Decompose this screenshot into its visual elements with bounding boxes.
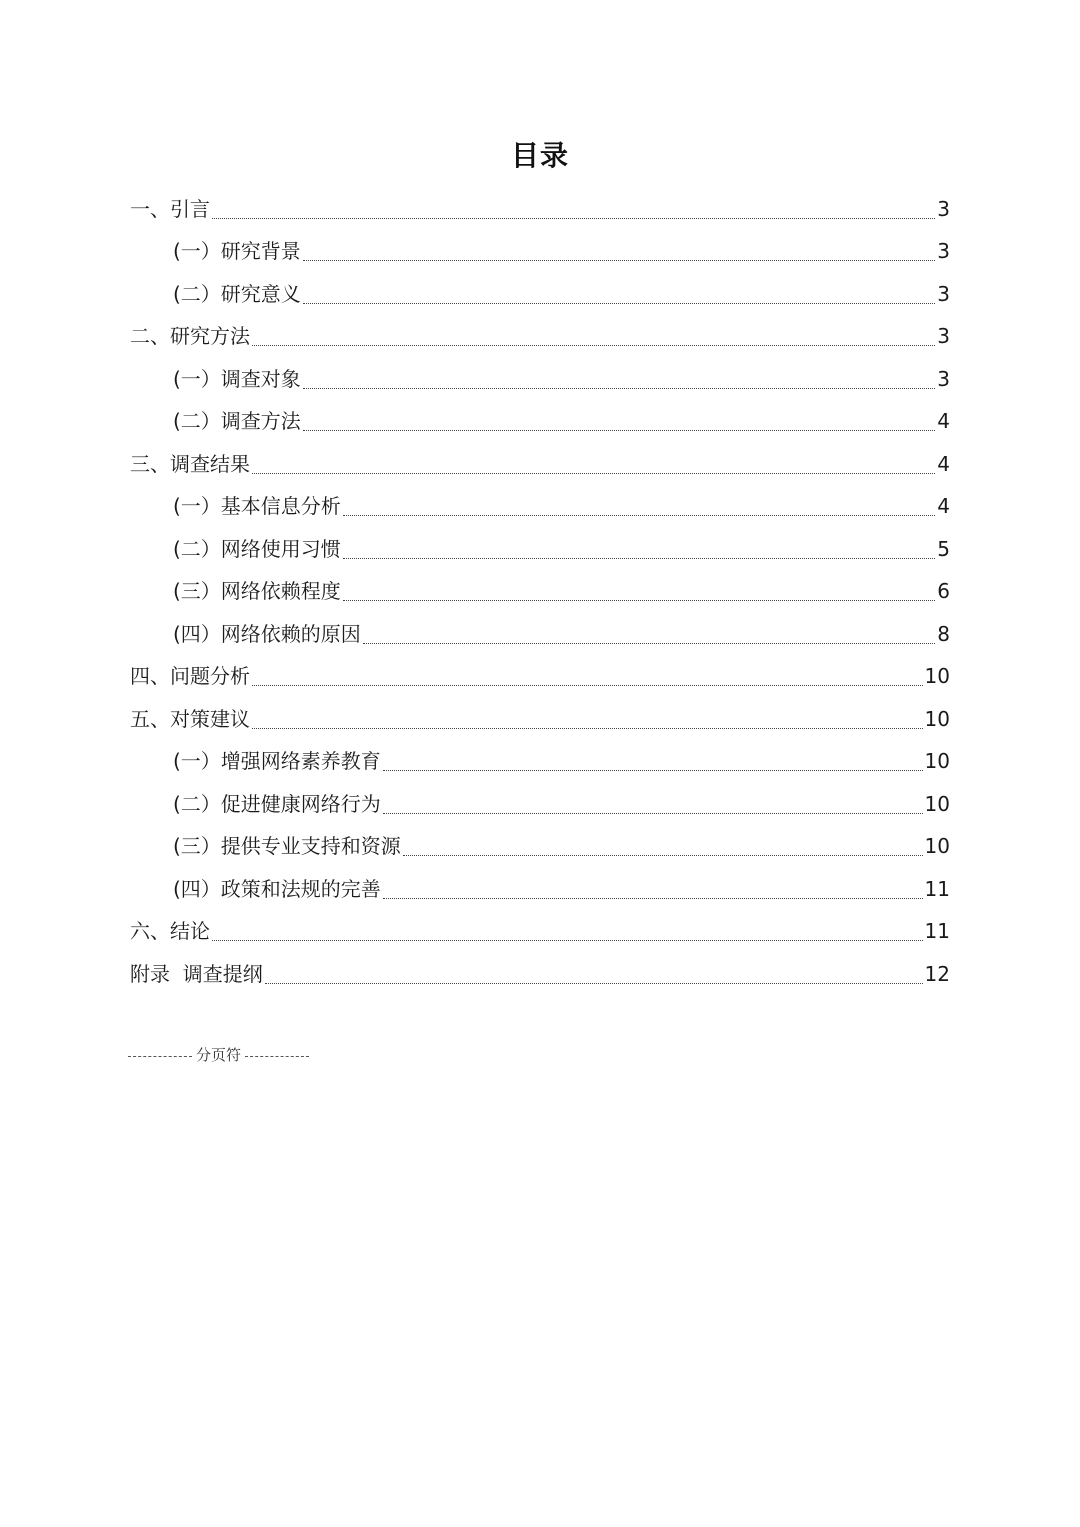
toc-page-number: 4 xyxy=(937,451,950,476)
toc-dot-leader xyxy=(383,770,923,771)
toc-entry-label: (三）提供专业支持和资源 xyxy=(173,834,401,858)
toc-title: 目录 xyxy=(510,139,569,172)
toc-dot-leader xyxy=(265,983,923,984)
toc-entry[interactable] xyxy=(130,186,950,229)
toc-page-number: 10 xyxy=(924,664,950,688)
toc-page-number: 5 xyxy=(937,536,950,561)
toc-page-number: 12 xyxy=(924,961,950,986)
toc-page-number: 11 xyxy=(924,919,950,943)
toc-entry[interactable] xyxy=(130,314,950,357)
toc-entry[interactable] xyxy=(130,696,950,739)
toc-dot-leader xyxy=(363,643,935,644)
toc-entry-label: (二）研究意义 xyxy=(173,281,301,306)
toc-page-number: 4 xyxy=(937,409,950,433)
toc-entry-label: 六、结论 xyxy=(130,919,210,943)
toc-entry[interactable] xyxy=(130,526,950,569)
toc-page-number: 3 xyxy=(937,239,950,263)
toc-list xyxy=(130,186,950,994)
toc-entry-label: (四）网络依赖的原因 xyxy=(173,621,361,646)
toc-entry[interactable] xyxy=(130,951,950,994)
toc-entry-label: 一、引言 xyxy=(130,196,210,221)
toc-dot-leader xyxy=(252,345,935,346)
page-break-dash-left xyxy=(128,1056,192,1057)
toc-entry[interactable] xyxy=(130,484,950,527)
toc-entry[interactable] xyxy=(130,654,950,697)
toc-page-number: 10 xyxy=(924,706,950,731)
toc-page-number: 11 xyxy=(924,876,950,901)
toc-entry[interactable] xyxy=(130,441,950,484)
toc-dot-leader xyxy=(343,558,935,559)
toc-entry-label: (一）增强网络素养教育 xyxy=(173,749,381,773)
toc-page-number: 10 xyxy=(924,791,950,816)
toc-entry[interactable] xyxy=(130,909,950,952)
toc-page-number: 3 xyxy=(937,196,950,221)
toc-dot-leader xyxy=(252,473,935,474)
toc-dot-leader xyxy=(383,813,923,814)
toc-entry-label: (四）政策和法规的完善 xyxy=(173,876,381,901)
page-break-dash-right xyxy=(245,1056,309,1057)
toc-entry[interactable] xyxy=(130,356,950,399)
toc-entry[interactable] xyxy=(130,866,950,909)
toc-dot-leader xyxy=(303,260,935,261)
toc-dot-leader xyxy=(403,855,923,856)
toc-page-number: 3 xyxy=(937,281,950,306)
toc-entry-label: 三、调查结果 xyxy=(130,451,250,476)
toc-entry-label: (二）调查方法 xyxy=(173,409,301,433)
toc-entry[interactable] xyxy=(130,611,950,654)
toc-entry-label: 四、问题分析 xyxy=(130,664,250,688)
toc-page-number: 4 xyxy=(937,494,950,518)
toc-dot-leader xyxy=(383,898,923,899)
toc-entry-label: 附录 调查提纲 xyxy=(130,961,263,986)
toc-page-number: 10 xyxy=(924,749,950,773)
toc-dot-leader xyxy=(343,600,935,601)
toc-entry-label: (一）研究背景 xyxy=(173,239,301,263)
toc-entry-label: (三）网络依赖程度 xyxy=(173,579,341,603)
toc-dot-leader xyxy=(212,940,923,941)
toc-entry[interactable] xyxy=(130,569,950,612)
toc-entry[interactable] xyxy=(130,271,950,314)
toc-page-number: 3 xyxy=(937,366,950,391)
toc-entry[interactable] xyxy=(130,399,950,442)
toc-entry[interactable] xyxy=(130,229,950,272)
toc-entry-label: (二）促进健康网络行为 xyxy=(173,791,381,816)
toc-page-number: 3 xyxy=(937,324,950,348)
toc-entry-label: 二、研究方法 xyxy=(130,324,250,348)
toc-entry-label: (二）网络使用习惯 xyxy=(173,536,341,561)
toc-dot-leader xyxy=(252,728,923,729)
page-break-marker xyxy=(128,1044,309,1066)
toc-dot-leader xyxy=(303,388,935,389)
toc-entry-label: (一）基本信息分析 xyxy=(173,494,341,518)
toc-entry[interactable] xyxy=(130,781,950,824)
page-break-label: 分页符 xyxy=(196,1046,242,1064)
toc-entry[interactable] xyxy=(130,824,950,867)
toc-page-number: 6 xyxy=(937,579,950,603)
toc-entry[interactable] xyxy=(130,739,950,782)
toc-page-number: 8 xyxy=(937,621,950,646)
toc-entry-label: 五、对策建议 xyxy=(130,706,250,731)
toc-dot-leader xyxy=(212,218,935,219)
toc-dot-leader xyxy=(303,303,935,304)
toc-dot-leader xyxy=(252,685,923,686)
toc-entry-label: (一）调查对象 xyxy=(173,366,301,391)
toc-dot-leader xyxy=(303,430,935,431)
toc-page-number: 10 xyxy=(924,834,950,858)
toc-dot-leader xyxy=(343,515,935,516)
